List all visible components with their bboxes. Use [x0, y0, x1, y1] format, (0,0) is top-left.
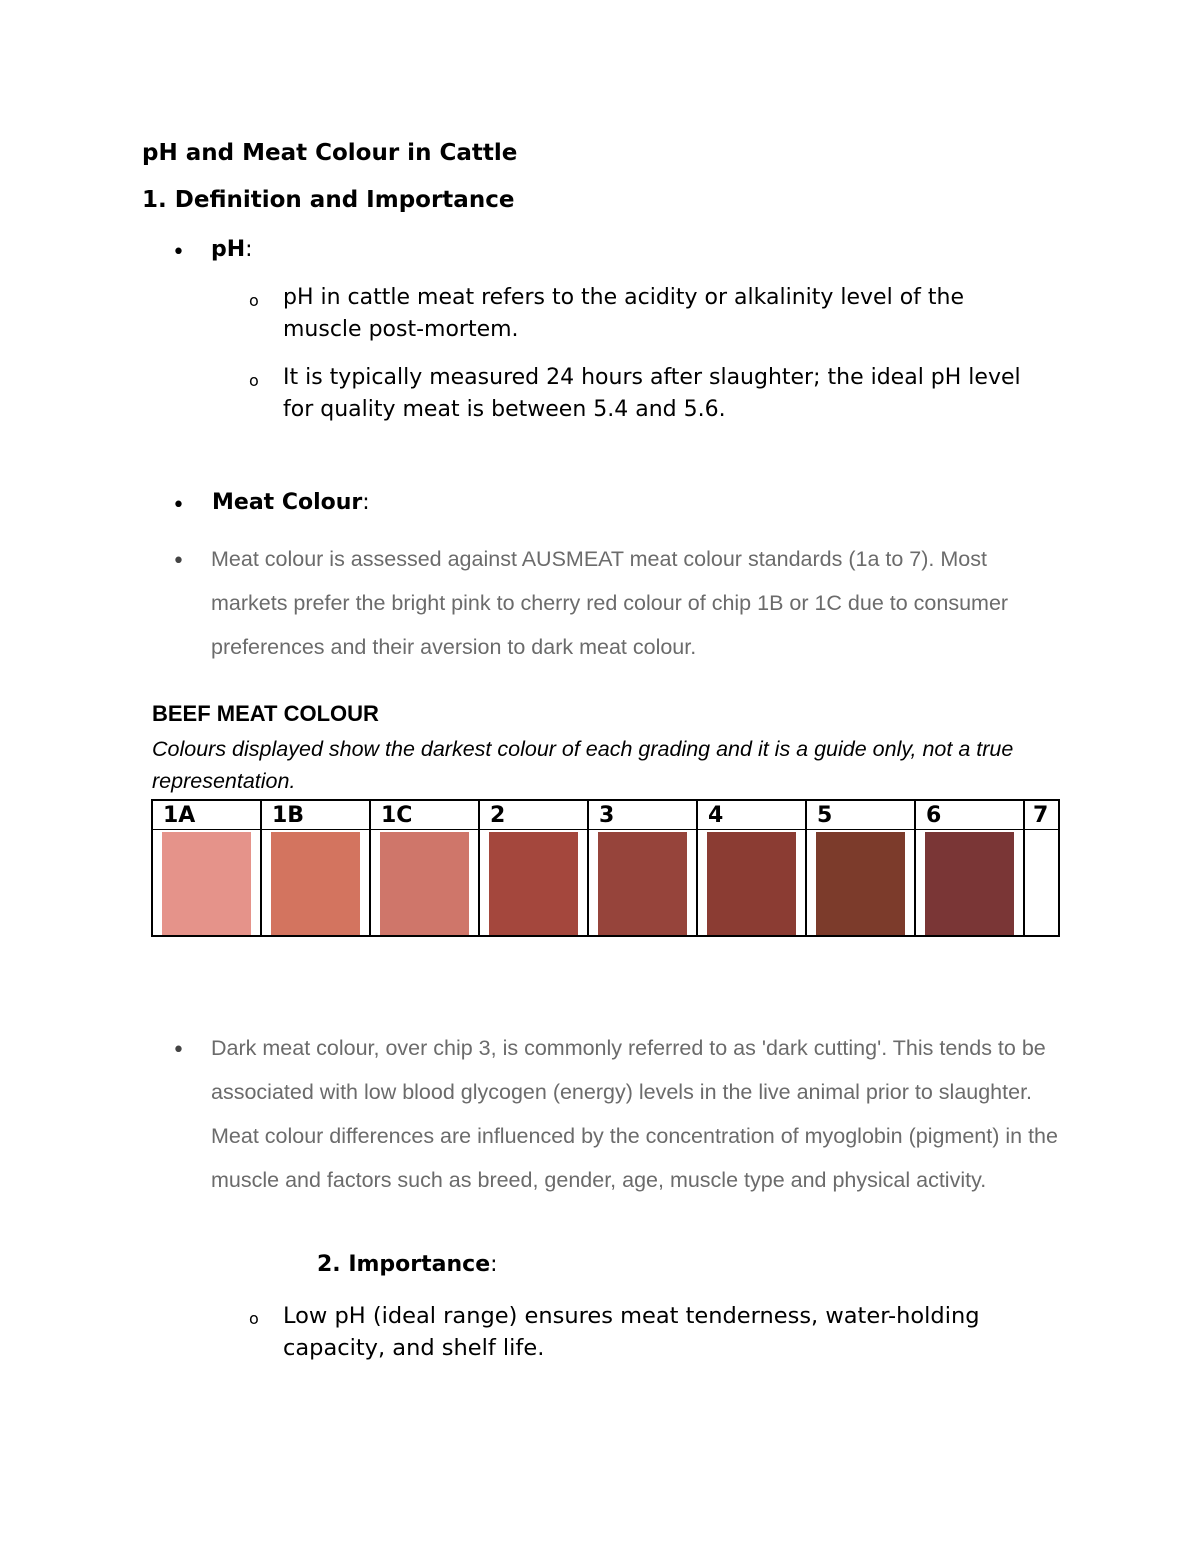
colour-chip-divider: [698, 829, 805, 830]
colour-swatch: [816, 832, 905, 935]
colour-chip-divider: [153, 829, 260, 830]
colour-chip-label: 6: [926, 803, 942, 828]
colour-chip-label: 1B: [272, 803, 305, 828]
section-heading-definition: 1. Definition and Importance: [142, 187, 515, 213]
colour-swatch: [271, 832, 360, 935]
colour-chip-divider: [480, 829, 587, 830]
colour-chip-divider: [262, 829, 369, 830]
colour-swatch: [707, 832, 796, 935]
beef-chart-caption: Colours displayed show the darkest colour of each grading and it is a guide only, not a true representation.: [152, 737, 1014, 793]
colour-swatch: [380, 832, 469, 935]
bullet-dot: •: [172, 493, 185, 518]
dark-cutting-paragraph: Dark meat colour, over chip 3, is commonly referred to as 'dark cutting'. This tends to be associated with low blood glycogen (energy) levels in the live animal prior to slaughter. Meat colour differences are influenced by the concentration of myoglobin (pigment) in the muscle and factors such as breed, gender, age, muscle type and physical activity.: [211, 1036, 1058, 1192]
bullet-dot: •: [172, 549, 185, 574]
colour-chip-divider: [916, 829, 1023, 830]
sub-bullet: o: [249, 1309, 259, 1328]
colour-chip-divider: [1025, 829, 1058, 830]
sub-bullet: o: [249, 371, 259, 390]
ph-label: [211, 237, 253, 262]
colour-chip-label: 4: [708, 803, 724, 828]
colour-chip-divider: [807, 829, 914, 830]
colour-swatch: [162, 832, 251, 935]
colour-swatch: [489, 832, 578, 935]
colour-chip-label: 5: [817, 803, 833, 828]
colour-chip-5: [807, 801, 916, 935]
colour-chip-3: [589, 801, 698, 935]
colour-chip-label: 7: [1033, 803, 1049, 828]
ph-definition-item: pH in cattle meat refers to the acidity or alkalinity level of the muscle post-mortem.: [283, 285, 965, 342]
colour-swatch: [598, 832, 687, 935]
colour-chip-1b: [262, 801, 371, 935]
colour-chip-divider: [371, 829, 478, 830]
meat-colour-label-text: Meat Colour: [212, 490, 363, 515]
colour-chip-1a: [153, 801, 262, 935]
importance-item: Low pH (ideal range) ensures meat tenderness, water-holding capacity, and shelf life.: [283, 1303, 980, 1361]
meat-colour-label: [212, 490, 370, 515]
ph-label-colon: :: [245, 237, 253, 262]
meat-colour-paragraph: Meat colour is assessed against AUSMEAT meat colour standards (1a to 7). Most markets prefer the bright pink to cherry red colour of chip 1B or 1C due to consumer preferences and their aversion to dark meat colour.: [211, 547, 1009, 659]
colour-chip-7: [1025, 801, 1058, 935]
importance-colon: :: [490, 1252, 498, 1277]
section-heading-importance: [317, 1252, 498, 1277]
bullet-dot: •: [172, 1038, 185, 1063]
colour-chip-label: 1C: [381, 803, 413, 828]
colour-chip-1c: [371, 801, 480, 935]
page-title: pH and Meat Colour in Cattle: [142, 140, 518, 166]
colour-chip-divider: [589, 829, 696, 830]
meat-colour-label-colon: :: [362, 490, 370, 515]
bullet-dot: •: [172, 240, 185, 265]
importance-label: 2. Importance: [317, 1252, 491, 1277]
ph-label-text: pH: [211, 237, 246, 262]
colour-chip-2: [480, 801, 589, 935]
colour-chip-label: 1A: [163, 803, 196, 828]
colour-chip-6: [916, 801, 1025, 935]
colour-chip-4: [698, 801, 807, 935]
sub-bullet: o: [249, 291, 259, 310]
ph-measurement-item: It is typically measured 24 hours after slaughter; the ideal pH level for quality meat is between 5.4 and 5.6.: [283, 365, 1021, 422]
colour-chip-label: 3: [599, 803, 615, 828]
beef-colour-chart: [151, 799, 1060, 937]
colour-swatch: [925, 832, 1014, 935]
beef-chart-heading: BEEF MEAT COLOUR: [152, 701, 379, 726]
colour-chip-label: 2: [490, 803, 506, 828]
